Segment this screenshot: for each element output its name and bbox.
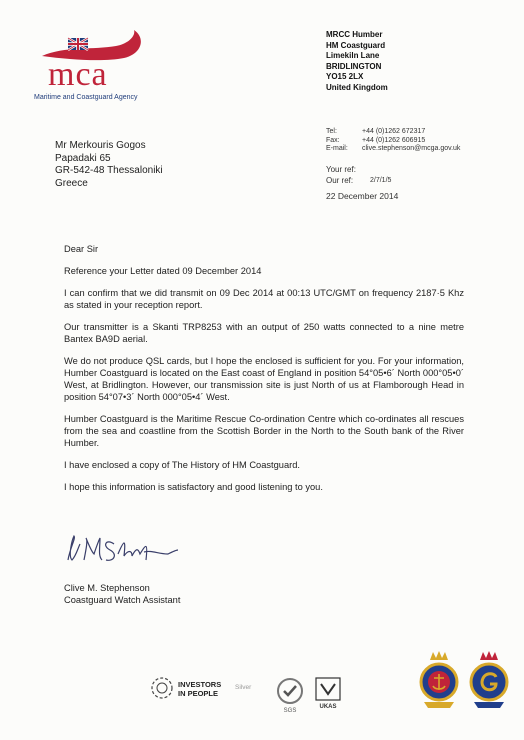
investors-in-people-text	[178, 680, 221, 698]
sender-address-line: MRCC Humber	[326, 30, 383, 39]
sender-address-line: Limekiln Lane	[326, 51, 380, 60]
hm-coastguard-badge-icon	[468, 650, 510, 710]
contact-block	[326, 128, 460, 154]
tel-label: Tel:	[326, 128, 337, 135]
handwritten-signature	[62, 530, 182, 570]
recipient-address	[55, 140, 163, 190]
letter-body	[64, 243, 464, 503]
body-paragraph: Our transmitter is a Skanti TRP8253 with an output of 250 watts connected to a nine metre Bantex BA9D aerial.	[64, 322, 464, 344]
sender-address-line: YO15 2LX	[326, 72, 364, 81]
iip-line: IN PEOPLE	[178, 689, 219, 698]
iip-level: Silver	[235, 684, 252, 691]
our-ref-value: 2/7/1/5	[370, 177, 392, 184]
fax-label: Fax:	[326, 136, 340, 144]
your-ref-label: Your ref:	[326, 165, 356, 174]
fax-value: +44 (0)1262 606915	[362, 136, 426, 144]
sgs-label: SGS	[283, 708, 297, 714]
recipient-line: Mr Merkouris Gogos	[55, 140, 146, 151]
recipient-line: Greece	[55, 177, 88, 189]
reference-line: Reference your Letter dated 09 December 2014	[64, 266, 262, 276]
sender-address-line: HM Coastguard	[326, 40, 386, 50]
body-paragraph: I have enclosed a copy of The History of HM Coastguard.	[64, 460, 300, 470]
signer-block	[64, 582, 180, 606]
agency-name: Maritime and Coastguard Agency	[34, 94, 138, 101]
reference-block	[326, 164, 391, 186]
body-paragraph: We do not produce QSL cards, but I hope the enclosed is sufficient for you. For your information, Humber Coastguard is located on the East coast of England in position 54°05•6´ North 000°05•0´ West, at Bridlington. However, our transmission site is just North of us at Flamborough Head in position 54°07•3´ North 000°05•4´ West.	[64, 356, 464, 402]
ukas-label: UKAS	[319, 704, 337, 710]
recipient-line: GR-542-48 Thessaloniki	[55, 165, 163, 176]
ukas-certification-icon	[314, 676, 342, 714]
investors-in-people-icon	[150, 676, 174, 700]
signer-name: Clive M. Stephenson	[64, 583, 150, 593]
recipient-line: Papadaki 65	[55, 152, 111, 164]
sender-address-line: United Kingdom	[326, 82, 388, 92]
iip-line: INVESTORS	[178, 680, 222, 689]
sender-address	[326, 30, 388, 93]
mca-logo-text: mca	[48, 56, 108, 93]
letter-date: 22 December 2014	[326, 191, 399, 201]
salutation: Dear Sir	[64, 244, 99, 254]
sender-address-line: BRIDLINGTON	[326, 61, 382, 71]
body-paragraph: Humber Coastguard is the Maritime Rescue Co-ordination Centre which co-ordinates all rescues from the sea and coastline from the Scottish Border in the North to the South bank of the River Humber.	[64, 414, 464, 448]
email-value: clive.stephenson@mcga.gov.uk	[362, 145, 461, 152]
body-paragraph: I can confirm that we did transmit on 09 Dec 2014 at 00:13 UTC/GMT on frequency 2187·5 Khz as stated in your reception report.	[64, 288, 464, 310]
email-label: E-mail:	[326, 145, 348, 152]
sgs-certification-icon	[273, 676, 307, 714]
coastguard-anchor-badge-icon	[418, 650, 460, 710]
tel-value: +44 (0)1262 672317	[362, 128, 426, 135]
our-ref-label: Our ref:	[326, 176, 354, 185]
body-paragraph: I hope this information is satisfactory and good listening to you.	[64, 482, 323, 492]
signer-title: Coastguard Watch Assistant	[64, 595, 181, 605]
